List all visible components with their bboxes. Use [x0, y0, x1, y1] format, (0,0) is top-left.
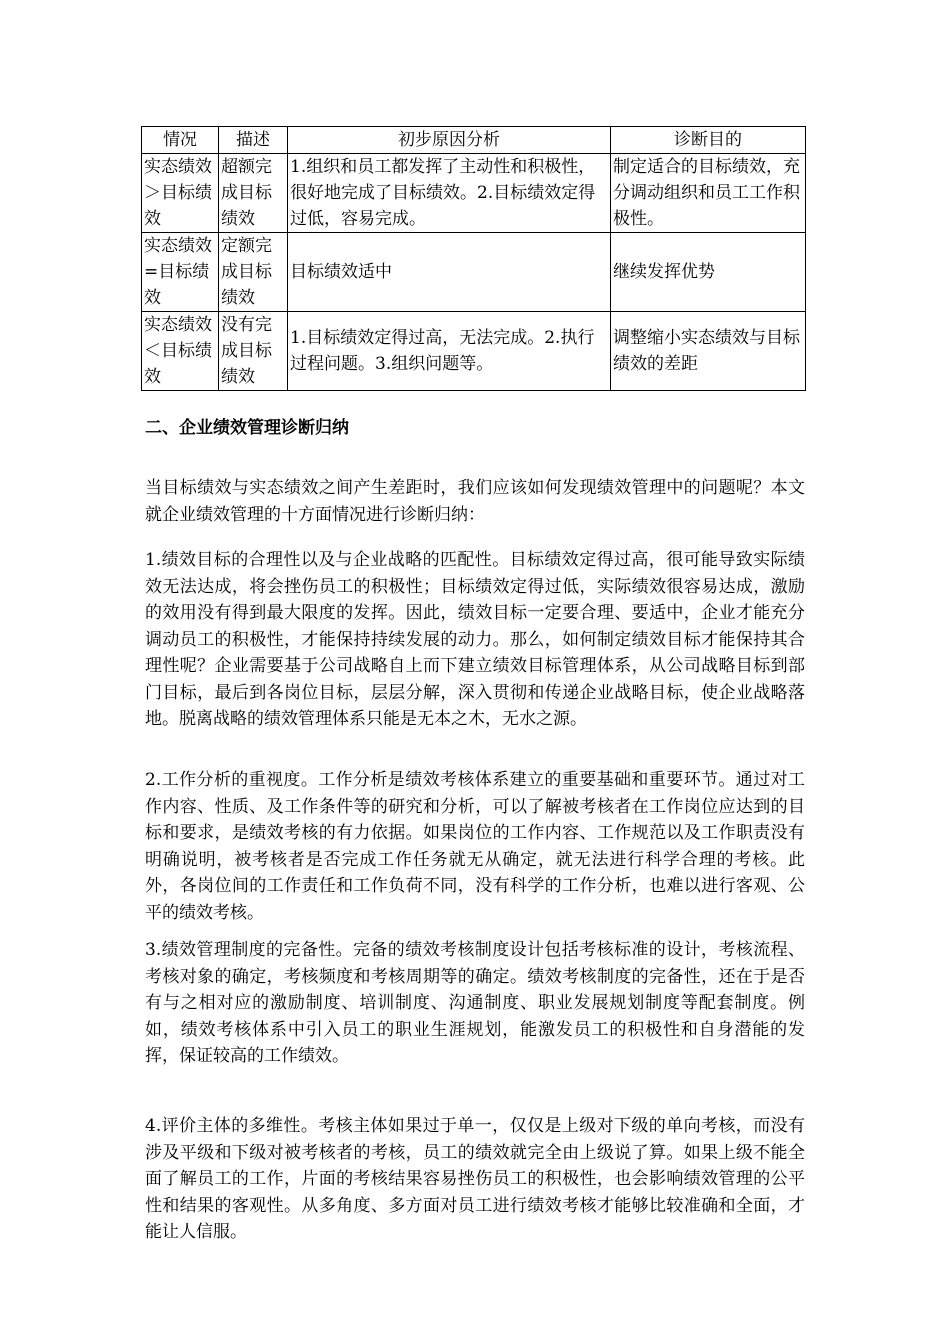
table-cell: 超额完成目标绩效: [219, 154, 288, 233]
table-cell: 实态绩效=目标绩效: [142, 233, 219, 312]
paragraph: 当目标绩效与实态绩效之间产生差距时，我们应该如何发现绩效管理中的问题呢？本文就企业绩效管理的十方面情况进行诊断归纳：: [145, 478, 805, 525]
table-cell: 没有完成目标绩效: [219, 312, 288, 391]
section-title: 二、企业绩效管理诊断归纳: [145, 418, 349, 438]
paragraph: 1.绩效目标的合理性以及与企业战略的匹配性。目标绩效定得过高，很可能导致实际绩效无法达成，将会挫伤员工的积极性；目标绩效定得过低，实际绩效很容易达成，激励的效用没有得到最大限度的发挥。因此，绩效目标一定要合理、要适中，企业才能充分调动员工的积极性，才能保持持续发展的动力。那么，如何制定绩效目标才能保持其合理性呢？企业需要基于公司战略自上而下建立绩效目标管理体系，从公司战略目标到部门目标，最后到各岗位目标，层层分解，深入贯彻和传递企业战略目标，使企业战略落地。脱离战略的绩效管理体系只能是无本之木，无水之源。: [145, 550, 805, 729]
table-header-row: [142, 127, 806, 154]
paragraph: 3.绩效管理制度的完备性。完备的绩效考核制度设计包括考核标准的设计，考核流程、考核对象的确定，考核频度和考核周期等的确定。绩效考核制度的完备性，还在于是否有与之相对应的激励制度、培训制度、沟通制度、职业发展规划制度等配套制度。例如，绩效考核体系中引入员工的职业生涯规划，能激发员工的积极性和自身潜能的发挥，保证较高的工作绩效。: [145, 940, 805, 1066]
table-cell: 目标绩效适中: [288, 233, 611, 312]
table-cell: 继续发挥优势: [611, 233, 806, 312]
header-diagnosis-goal: 诊断目的: [611, 127, 806, 154]
table-cell: 调整缩小实态绩效与目标绩效的差距: [611, 312, 806, 391]
header-cause-analysis: 初步原因分析: [288, 127, 611, 154]
diagnosis-table: [141, 126, 806, 391]
paragraph: 2.工作分析的重视度。工作分析是绩效考核体系建立的重要基础和重要环节。通过对工作内容、性质、及工作条件等的研究和分析，可以了解被考核者在工作岗位应达到的目标和要求，是绩效考核的有力依据。如果岗位的工作内容、工作规范以及工作职责没有明确说明，被考核者是否完成工作任务就无从确定，就无法进行科学合理的考核。此外，各岗位间的工作责任和工作负荷不同，没有科学的工作分析，也难以进行客观、公平的绩效考核。: [145, 770, 805, 923]
table-row: [142, 312, 806, 391]
table-row: [142, 154, 806, 233]
table-cell: 1.目标绩效定得过高，无法完成。2.执行过程问题。3.组织问题等。: [288, 312, 611, 391]
table-row: [142, 233, 806, 312]
table-cell: 实态绩效＜目标绩效: [142, 312, 219, 391]
header-description: 描述: [219, 127, 288, 154]
table-cell: 实态绩效＞目标绩效: [142, 154, 219, 233]
table-cell: 制定适合的目标绩效，充分调动组织和员工工作积极性。: [611, 154, 806, 233]
table-cell: 1.组织和员工都发挥了主动性和积极性，很好地完成了目标绩效。2.目标绩效定得过低，容易完成。: [288, 154, 611, 233]
paragraph: 4.评价主体的多维性。考核主体如果过于单一，仅仅是上级对下级的单向考核，而没有涉及平级和下级对被考核者的考核，员工的绩效就完全由上级说了算。如果上级不能全面了解员工的工作，片面的考核结果容易挫伤员工的积极性，也会影响绩效管理的公平性和结果的客观性。从多角度、多方面对员工进行绩效考核才能够比较准确和全面，才能让人信服。: [145, 1116, 805, 1242]
header-situation: 情况: [142, 127, 219, 154]
table-cell: 定额完成目标绩效: [219, 233, 288, 312]
